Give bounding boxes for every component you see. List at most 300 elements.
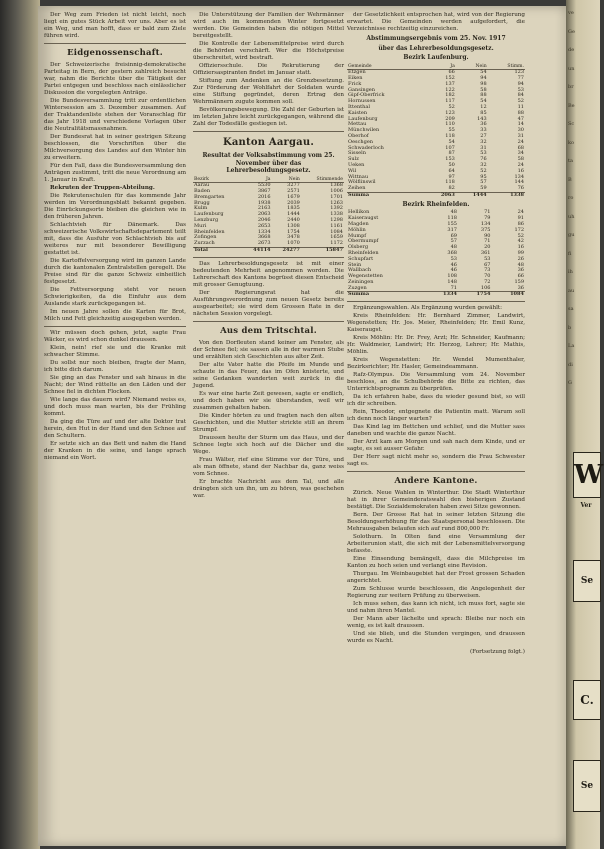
advertisement-box <box>573 560 601 602</box>
paragraph: Solothurn. In Olten fand eine Versammlung der Arbeiterunion statt, die sich mit der Lebensmittelversorgung befasste. <box>347 534 525 555</box>
table-cell: Total <box>193 248 242 254</box>
table-cell: 182 <box>445 92 455 99</box>
continuation-note: (Fortsetzung folgt.) <box>469 649 525 656</box>
vote-results-table <box>193 177 344 254</box>
paragraph: Ergänzungswahlen. Als Ergänzung wurden gewählt: <box>353 305 503 312</box>
table-cell: 1754 <box>458 292 492 298</box>
table-cell: 317 <box>447 226 457 233</box>
adjacent-page-fragment: ko <box>568 139 575 146</box>
table-cell: 71 <box>484 209 491 216</box>
adjacent-page-fragment: ta <box>568 158 573 164</box>
table-cell: 33 <box>480 127 487 134</box>
table-cell: Zeihen <box>348 185 366 192</box>
table-cell: 1006 <box>330 188 343 195</box>
district-heading: Bezirk Laufenburg. <box>403 54 469 61</box>
table-cell: 71 <box>484 238 491 245</box>
ad-text: C. <box>580 693 594 707</box>
table-cell: 117 <box>445 98 455 105</box>
advertisement-caption <box>573 500 599 512</box>
table-cell: Kulm <box>194 205 208 212</box>
table-cell: 20 <box>484 244 491 251</box>
story-paragraph: Frau Wälter, rief eine Stimme vor der Türe, und als man öffnete, stand der Nachbar da, ganz weiss vom Schnee. <box>193 456 344 477</box>
adjacent-page-fragment: br <box>568 84 574 90</box>
table-cell: 2440 <box>287 217 300 224</box>
paragraph: Für den Fall, dass die Bundesversammlung den Anträgen zustimmt, tritt die neue Verordnung am 1. Januar in Kraft. <box>44 163 186 183</box>
table-cell: 1659 <box>330 234 343 241</box>
adjacent-page-fragment: de <box>568 47 575 53</box>
table-cell: 69 <box>450 232 457 239</box>
table-cell: 1334 <box>257 228 271 235</box>
table-cell: 72 <box>484 278 491 285</box>
adjacent-page-fragment: ro <box>568 195 574 201</box>
table-cell: 32 <box>480 162 487 169</box>
table-header: Ja <box>242 177 271 183</box>
table-cell: 24 <box>517 138 524 145</box>
table-cell: 90 <box>484 232 491 239</box>
table-cell: 54 <box>480 69 487 76</box>
table-cell: 54 <box>448 138 455 145</box>
story-paragraph: Wie lange das dauern wird? Niemand weiss es, und doch muss man warten, bis der Frühling kommt. <box>44 397 186 417</box>
table-cell: 2571 <box>287 188 300 195</box>
table-cell: Obermumpf <box>348 238 379 245</box>
paragraph: Die Kartoffelversorgung wird im ganzen Lande durch die kantonalen Zentralstellen geregelt. Die Preise sind für die ganze Schweiz einheitlich festgesetzt. <box>44 258 186 285</box>
table-cell: 59 <box>480 185 487 192</box>
table-cell: 31 <box>480 144 487 151</box>
paragraph: Kreis Wegenstetten: Hr. Wendel Mumenthaler, Bezirksrichter; Hr. Hasler, Gemeindeammann. <box>347 357 525 371</box>
table-cell: Zofingen <box>194 234 217 241</box>
table-cell: 68 <box>517 144 524 151</box>
table-header: Ja <box>424 64 456 70</box>
column1-intro: Der Weg zum Frieden ist nicht leicht, noch liegt ein gutes Stück Arbeit vor uns. Aber es ist ein Weg, und man hofft, dass er bald zum Ziele führen wird. <box>44 12 186 39</box>
table-cell: 1338 <box>488 193 525 199</box>
table-cell: 66 <box>448 69 455 76</box>
table-cell: 1298 <box>330 217 343 224</box>
table-cell: Stein <box>348 261 362 268</box>
table-cell: Schupfart <box>348 255 374 262</box>
paragraph: Bevölkerungsbewegung. Die Zahl der Geburten ist im letzten Jahre leicht zurückgegangen, während die Zahl der Todesfälle gestiegen ist. <box>193 107 344 127</box>
table-cell: 46 <box>450 267 457 274</box>
adjacent-page-fragment: La <box>568 343 575 349</box>
paragraph: Zum Schlusse wurde beschlossen, die Angelegenheit der Regierung zur weitern Prüfung zu überweisen. <box>347 586 525 600</box>
table-cell: 1334 <box>424 292 458 298</box>
table-cell: 1835 <box>287 205 300 212</box>
table-header: Stimm. <box>488 64 525 70</box>
column2-intro: Die Unterstützung der Familien der Wehrmänner wird auch im kommenden Winter fortgesetzt werden. Die Gemeinden haben die nötigen Mittel bereitgestellt. <box>193 12 344 39</box>
table-cell: 368 <box>447 249 457 256</box>
table-cell: 2063 <box>424 193 456 199</box>
table-cell: 5530 <box>257 182 271 189</box>
table-cell: Ittenthal <box>348 104 370 111</box>
table-cell: 1161 <box>330 222 343 229</box>
adjacent-page-fragment: G <box>568 380 572 386</box>
table-cell: 47 <box>517 115 524 122</box>
table-cell: 3478 <box>287 234 300 241</box>
table-cell: 95 <box>480 173 487 180</box>
section-label: Rekruten der Truppen-Abteilung. <box>50 185 155 191</box>
table-cell: 24277 <box>272 248 301 254</box>
table-cell: 155 <box>447 220 457 227</box>
adjacent-page-fragment: di <box>568 361 573 368</box>
table-cell: 15847 <box>301 248 344 254</box>
vote-table-title: Resultat der Volksabstimmung vom 25. November über das Lehrerbesoldungsgesetz. <box>202 152 335 174</box>
table-cell: 110 <box>445 121 455 128</box>
table-cell: Magden <box>348 220 369 227</box>
table-cell: 79 <box>484 215 491 222</box>
table-cell: Frick <box>348 80 362 87</box>
table-cell: 2039 <box>287 199 300 206</box>
table-cell: 118 <box>445 179 455 186</box>
paragraph: Die Fettversorgung steht vor neuen Schwierigkeiten, da die Einfuhr aus dem Auslande stark zurückgegangen ist. <box>44 287 186 307</box>
table-cell: Schwaderloch <box>348 144 384 151</box>
table-cell: 88 <box>517 109 524 116</box>
table-cell: 1679 <box>287 193 300 200</box>
table-cell: 3867 <box>257 188 271 195</box>
table-cell: Gipf-Oberfrick <box>348 92 385 99</box>
story-paragraph: Wir müssen doch gehen, jetzt, sagte Frau Wäcker, es wird schon dunkel draussen. <box>44 330 186 343</box>
table-cell: 134 <box>514 173 524 180</box>
table-cell: Wittnau <box>348 173 369 180</box>
table-cell: 123 <box>445 109 455 116</box>
paragraph: Rein, Theodor, entgegnete die Patientin matt. Warum soll ich denn noch länger warten? <box>347 409 525 423</box>
table-total-row <box>193 248 344 254</box>
adjacent-page-text <box>566 0 604 409</box>
paragraph: Das Lehrerbesoldungsgesetz ist mit einer bedeutenden Mehrheit angenommen worden. Die Lehrerschaft des Kantons begrüsst diesen Entscheid mit grosser Genugtuung. <box>193 260 344 288</box>
table-cell: 1308 <box>287 222 300 229</box>
table-cell: 153 <box>445 156 455 163</box>
table-cell: Sisseln <box>348 150 366 157</box>
table-cell: 2016 <box>257 193 271 200</box>
table-cell: 11 <box>517 104 524 111</box>
table-cell: 148 <box>447 278 457 285</box>
table-cell: 123 <box>514 69 524 76</box>
paragraph: Kreis Rheinfelden: Hr. Bernhard Zimmer, Landwirt, Wegenstetten; Hr. Jos. Meier, Rheinfelden; Hr. Emil Kunz, Kaiseraugst. <box>347 313 525 334</box>
table-cell: 172 <box>514 226 524 233</box>
paragraph: Offiziersschule. Die Rekrutierung der Offiziersaspiranten findet im Januar statt. <box>193 63 344 76</box>
divider <box>347 471 525 472</box>
column-1 <box>44 12 186 463</box>
table-cell: 122 <box>445 86 455 93</box>
adjacent-page-fragment: Ge <box>568 28 575 35</box>
table-cell: 71 <box>450 284 457 291</box>
adjacent-page-fragment: B <box>568 176 572 183</box>
table-cell: Aarau <box>194 182 210 189</box>
story-paragraph: Er setzte sich an das Bett und nahm die Hand der Kranken in die seine, und lange sprach niemand ein Wort. <box>44 441 186 461</box>
table-cell: 64 <box>448 167 455 174</box>
table-cell: 48 <box>450 209 457 216</box>
story-paragraph: Die Kinder hörten zu und fragten nach den alten Geschichten, und die Mutter strickte still an ihrem Strumpf. <box>193 412 344 433</box>
ad-letter: W <box>574 460 604 490</box>
divider <box>44 326 186 327</box>
paragraph: Das Kind lag im Bettchen und schlief, und die Mutter sass daneben und wachte die ganze Nacht. <box>347 424 525 438</box>
table-cell: 134 <box>480 220 491 227</box>
table-cell: 1338 <box>330 211 343 218</box>
table-cell: Zuzgen <box>348 284 367 291</box>
paragraph: Und sie blieb, und die Stunden vergingen, und draussen wurde es Nacht. <box>347 631 525 645</box>
table-cell: 88 <box>480 92 487 99</box>
paragraph: Der Mann aber lächelte und sprach: Bleibe nur noch ein wenig, es ist kalt draussen. <box>347 616 525 630</box>
table-cell: 14 <box>517 121 524 128</box>
table-cell: 55 <box>448 127 455 134</box>
table-cell: 53 <box>450 255 457 262</box>
column-2 <box>193 12 344 501</box>
table-cell: 34 <box>517 150 524 157</box>
table-cell: 66 <box>517 273 524 280</box>
table-cell: 30 <box>517 127 524 134</box>
table-cell: Ueken <box>348 162 365 169</box>
table-cell: 53 <box>480 150 487 157</box>
table-header: Stimmende <box>301 177 344 183</box>
table-cell: 76 <box>480 156 487 163</box>
table-cell: 36 <box>517 284 524 291</box>
table-cell: 107 <box>445 144 455 151</box>
paragraph: Der Regierungsrat hat die Ausführungsverordnung zum neuen Gesetz bereits ausgearbeitet; sie wird dem Grossen Rate in der nächsten Session vorgelegt. <box>193 289 344 317</box>
table-cell: 1263 <box>330 199 343 206</box>
table-cell: 52 <box>517 98 524 105</box>
adjacent-page-fragment: ih <box>568 269 573 275</box>
table-cell: Muri <box>194 222 207 229</box>
table-cell: Wölflinswil <box>348 179 376 186</box>
table-cell: 12 <box>480 104 487 111</box>
heading-story: Aus dem Tritschtal. <box>220 325 317 336</box>
story-paragraph: Er brachte Nachricht aus dem Tal, und alle drängten sich um ihn, um zu hören, was geschehen war. <box>193 478 344 499</box>
story-paragraph: Es war eine harte Zeit gewesen, sagte er endlich, und doch haben wir sie überstanden, weil wir zusammen gehalten haben. <box>193 390 344 411</box>
table-cell: 73 <box>484 267 491 274</box>
table-total-row <box>347 193 525 199</box>
table-cell: Hellikon <box>348 209 370 216</box>
table-cell: 97 <box>448 173 455 180</box>
table-cell: Summa <box>347 292 424 298</box>
table-cell: 67 <box>484 261 491 268</box>
paragraph: Der Schweizerische freisinnig-demokratische Parteitag in Bern, der gestern zahlreich besucht war, nahm die Berichte über die Tätigkeit der Partei entgegen und beschloss nach einlässlicher Diskussion die vorgelegten Anträge. <box>44 62 186 96</box>
vote-table-title: Abstimmungsergebnis vom 25. Nov. 1917 <box>366 35 506 42</box>
paragraph: Thurgau. Im Weinbaugebiet hat der Frost grossen Schaden angerichtet. <box>347 571 525 585</box>
table-cell: 1368 <box>330 182 343 189</box>
book-spine-edge <box>0 0 40 849</box>
table-cell: 98 <box>480 80 487 87</box>
table-cell: 2046 <box>257 217 271 224</box>
table-cell: 2063 <box>257 211 271 218</box>
table-cell: 52 <box>448 104 455 111</box>
table-cell: 1070 <box>287 240 300 247</box>
table-cell: 57 <box>480 179 487 186</box>
table-cell: 118 <box>447 215 457 222</box>
adjacent-page-fragment: sa <box>568 306 574 312</box>
table-cell: 26 <box>517 255 524 262</box>
table-cell: 1392 <box>330 205 343 212</box>
table-cell: 42 <box>517 238 524 245</box>
adjacent-page-fragment: fi <box>568 250 572 257</box>
paragraph: Die Kontrolle der Lebensmittelpreise wird durch die Behörden verschärft. Wer die Höchstpreise überschreitet, wird bestraft. <box>193 41 344 61</box>
paragraph: Ich muss sehen, das kann ich nicht, ich muss fort, sagte sie und nahm ihren Mantel. <box>347 601 525 615</box>
table-cell: 70 <box>484 273 491 280</box>
story-paragraph: Sie ging an das Fenster und sah hinaus in die Nacht; der Wind rüttelte an den Läden und der Schnee fiel in dichten Flocken. <box>44 375 186 395</box>
table-cell: 1701 <box>330 193 343 200</box>
table-cell: 85 <box>480 109 487 116</box>
table-cell: 2163 <box>257 205 271 212</box>
table-cell: 46 <box>450 261 457 268</box>
heading-andere-kantone: Andere Kantone. <box>394 476 478 487</box>
table-cell: 159 <box>514 278 524 285</box>
table-cell: Laufenburg <box>194 211 224 218</box>
table-cell: Olsberg <box>348 244 369 251</box>
heading-eidgenossenschaft: Eidgenossenschaft. <box>67 48 163 58</box>
adjacent-page-fragment: ve <box>568 10 574 16</box>
table-cell: 91 <box>517 215 524 222</box>
paragraph: Die Bundesversammlung tritt zur ordentlichen Wintersession am 3. Dezember zusammen. Auf der Traktandenliste stehen der Voranschlag für das Jahr 1918 und verschiedene Vorlagen über die Neutralitätsmassnahmen. <box>44 98 186 132</box>
paragraph: Der Herr sagt nicht mehr so, sondern die Frau Schwester sagt es. <box>347 454 525 468</box>
adjacent-page-fragment: Be <box>568 102 575 109</box>
table-cell: 1444 <box>456 193 488 199</box>
table-cell: Wegenstetten <box>348 273 383 280</box>
table-cell: 2653 <box>257 222 271 229</box>
story-paragraph: Du sollst nur noch bleiben, fragte der Mann, ich bitte dich darum. <box>44 360 186 373</box>
vote-table-subtitle: über das Lehrerbesoldungsgesetz. <box>378 44 494 52</box>
table-cell: 152 <box>445 75 455 82</box>
story-paragraph: Draussen heulte der Sturm um das Haus, und der Schnee legte sich hoch auf die Dächer und die Wege. <box>193 434 344 455</box>
table-cell: 16 <box>517 244 524 251</box>
table-cell: 143 <box>477 115 487 122</box>
table-cell: 1084 <box>491 292 525 298</box>
table-cell: 3668 <box>257 234 271 241</box>
table-cell: 52 <box>480 167 487 174</box>
table-cell: 118 <box>445 133 455 140</box>
table-cell: 209 <box>445 115 455 122</box>
column3-intro: der Gesetzlichkeit entsprochen hat, wird von der Regierung erwartet. Die Gemeinden werden aufgefordert, die Verzeichnisse rechtzeitig einzureichen. <box>347 12 525 32</box>
table-cell: 24 <box>517 162 524 169</box>
table-cell: Mettau <box>348 121 367 128</box>
advertisement-box <box>573 680 601 720</box>
table-cell: 53 <box>517 86 524 93</box>
table-cell: Eiken <box>348 75 363 82</box>
table-cell: Wallbach <box>348 267 372 274</box>
table-header: Bezirk <box>193 177 242 183</box>
paragraph: Rafz-Olympus. Die Versammlung vom 24. November beschloss, an die Schulbehörde die Bitte zu richten, das Unterrichtsprogramm zu überprüfen. <box>347 372 525 393</box>
paragraph: Kreis Möhlin: Hr. Dr. Frey, Arzt; Hr. Schneider, Kaufmann; Hr. Waldmeier, Landwirt; Hr. Herzog, Lehrer; Hr. Mathis, Möhlin. <box>347 335 525 356</box>
table-cell: 76 <box>517 185 524 192</box>
table-cell: Zeiningen <box>348 278 374 285</box>
adjacent-page-fragment: un <box>568 65 575 72</box>
table-cell: 94 <box>480 75 487 82</box>
table-cell: Brugg <box>194 199 210 206</box>
paragraph: Schlachtvieh für Dänemark. Das schweizerische Volkswirtschaftsdepartement teilt mit, dass die Ausfuhr von Schlachtvieh bis auf weiteres nur mit besonderer Bewilligung gestattet ist. <box>44 222 186 256</box>
table-cell: 36 <box>480 121 487 128</box>
paragraph: Bern. Der Grosse Rat hat in seiner letzten Sitzung die Besoldungserhöhung für das Staatspersonal beschlossen. Die Mehrausgaben belaufen sich auf rund 800,000 Fr. <box>347 512 525 533</box>
advertisement-box <box>573 452 604 498</box>
paragraph: Stiftung zum Andenken an die Grenzbesetzung. Zur Förderung der Wohlfahrt der Soldaten wurde eine Stiftung gegründet, deren Ertrag den Wehrmännern zugute kommen soll. <box>193 78 344 105</box>
ad-text: Se <box>580 781 594 791</box>
adjacent-page-fragment: Sc <box>568 121 575 127</box>
table-cell: 84 <box>517 92 524 99</box>
table-cell: 52 <box>517 232 524 239</box>
table-cell: 86 <box>517 220 524 227</box>
table-cell: 87 <box>448 150 455 157</box>
table-cell: Zurzach <box>194 240 215 247</box>
table-cell: Summa <box>347 193 424 199</box>
story-paragraph: Von den Dorfleuten stand keiner am Fenster, als der Schnee fiel; sie sassen alle in der warmen Stube und erzählten sich Geschichten aus alter Zeit. <box>193 339 344 360</box>
district-table-laufenburg <box>347 64 525 199</box>
table-cell: Rheinfelden <box>348 249 379 256</box>
adjacent-page-fragment: gu <box>568 232 575 238</box>
table-cell: Bremgarten <box>194 193 225 200</box>
table-cell: 48 <box>450 244 457 251</box>
table-cell: 1444 <box>287 211 300 218</box>
table-header: Gemeinde <box>347 64 424 70</box>
table-cell: Gansingen <box>348 86 375 93</box>
table-cell: 3277 <box>287 182 300 189</box>
divider <box>193 131 344 132</box>
table-header: Nein <box>456 64 488 70</box>
table-cell: 27 <box>480 133 487 140</box>
divider <box>44 43 186 44</box>
table-cell: Münchwilen <box>348 127 380 134</box>
table-cell: Kaisten <box>348 109 368 116</box>
table-cell: Mumpf <box>348 232 367 239</box>
advertisement-box <box>573 760 601 812</box>
table-cell: 36 <box>517 267 524 274</box>
table-cell: Möhlin <box>348 226 366 233</box>
table-cell: 58 <box>480 86 487 93</box>
table-cell: 53 <box>484 255 491 262</box>
ad-text: Se <box>580 576 594 586</box>
table-cell: 361 <box>480 249 491 256</box>
heading-kanton-aargau: Kanton Aargau. <box>222 137 314 148</box>
table-cell: 375 <box>480 226 491 233</box>
column-3 <box>347 12 525 656</box>
adjacent-page-fragment: b <box>568 324 572 331</box>
divider <box>347 301 525 302</box>
ad-caption: Ver <box>580 502 592 509</box>
table-cell: Oberhof <box>348 133 369 140</box>
table-cell: 1938 <box>257 199 271 206</box>
table-cell: 44114 <box>242 248 271 254</box>
table-cell: 1084 <box>330 228 343 235</box>
table-cell: 50 <box>448 162 455 169</box>
table-cell: Kaiseraugst <box>348 215 379 222</box>
adjacent-page-fragment: au <box>568 287 575 294</box>
adjacent-page-fragment: uh <box>568 213 575 220</box>
paragraph: Die Rekrutenschulen für das kommende Jahr werden im Verordnungsblatt bekannt gegeben. Die Einrückungsorte bleiben die gleichen wie in den früheren Jahren. <box>44 193 186 220</box>
table-cell: 77 <box>517 75 524 82</box>
table-cell: 99 <box>517 249 524 256</box>
table-cell: 24 <box>517 209 524 216</box>
table-cell: 54 <box>480 98 487 105</box>
table-cell: Oeschgen <box>348 138 374 145</box>
table-cell: 58 <box>517 156 524 163</box>
divider <box>193 321 344 322</box>
table-cell: 16 <box>517 167 524 174</box>
table-cell: 1172 <box>330 240 343 247</box>
adjacent-page <box>566 0 600 849</box>
paragraph: Der Arzt kam am Morgen und sah nach dem Kinde, und er sagte, es sei ausser Gefahr. <box>347 439 525 453</box>
table-cell: 144 <box>514 179 524 186</box>
table-cell: 1754 <box>287 228 300 235</box>
table-cell: 82 <box>448 185 455 192</box>
table-cell: 2673 <box>257 240 271 247</box>
table-cell: Laufenburg <box>348 115 378 122</box>
table-cell: Baden <box>194 188 211 195</box>
paragraph: Der Bundesrat hat in seiner gestrigen Sitzung beschlossen, die Vorschriften über die Milchversorgung des Landes auf den Winter hin zu erweitern. <box>44 134 186 161</box>
table-cell: 48 <box>517 261 524 268</box>
table-cell: Wil <box>348 167 357 174</box>
paragraph: Im neuen Jahre sollen die Karten für Brot, Milch und Fett gleichzeitig ausgegeben werden. <box>44 309 186 322</box>
table-cell: 108 <box>447 273 457 280</box>
paragraph: Zürich. Neue Wahlen in Winterthur. Die Stadt Winterthur hat in ihrer Gemeinderatswahl den bisherigen Zustand bestätigt. Die Sozialdemokraten haben zwei Sitze gewonnen. <box>347 490 525 511</box>
table-cell: 31 <box>517 133 524 140</box>
table-header: Nein <box>272 177 301 183</box>
paragraph: Da ich erfahren habe, dass du wieder gesund bist, so will ich dir schreiben. <box>347 394 525 408</box>
district-table-rheinfelden <box>347 210 525 298</box>
table-cell: 32 <box>480 138 487 145</box>
